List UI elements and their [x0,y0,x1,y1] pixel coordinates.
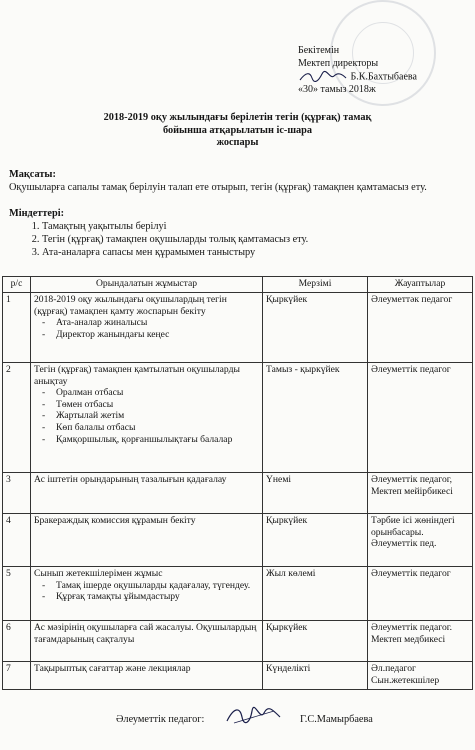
header-work: Орындалатын жұмыстар [31,277,263,293]
approval-heading: Бекітемін [298,45,340,56]
header-responsible: Жауаптылар [368,277,473,293]
plan-table [2,276,473,690]
row-work: Ас іштетін орындарының тазалығын қадағалау [31,473,263,514]
tasks-heading: Міндеттері: [9,208,64,219]
row-number: 1 [3,293,31,363]
row-responsible: Әлеуметтік педагог, Мектеп мейірбикесі [368,473,473,514]
table-row [3,293,473,363]
sublist-item: - Оралман отбасы [56,387,259,399]
row-term: Тамыз - қыркүйек [263,363,368,473]
task-item: 1. Тамақтың уақытылы берілуі [42,221,462,234]
pedagog-signature [224,703,284,729]
task-item: 3. Ата-аналарға сапасы мен құрамымен таныстыру [42,247,462,260]
row-work: Бракераждық комиссия құрамын бекіту [31,514,263,567]
sublist-item: - Құрғақ тамақты ұйымдастыру [56,591,259,603]
row-responsible: Тәрбие ісі жөніндегі орынбасары. Әлеуметтік пед. [368,514,473,567]
approval-position: Мектеп директоры [298,57,379,69]
row-work [31,293,263,363]
footer-name: Г.С.Мамырбаева [300,714,373,725]
row-responsible: Әл.педагог Сын.жетекшілер [368,662,473,690]
row-number: 7 [3,662,31,690]
row-term: Қыркүйек [263,514,368,567]
header-number: р/с [3,277,31,293]
table-row [3,363,473,473]
sublist-item: - Жартылай жетім [56,410,259,422]
sublist-item: - Директор жанындағы кеңес [56,329,259,341]
row-responsible: Әлеуметтәк педагог [368,293,473,363]
row-term: Үнемі [263,473,368,514]
approval-signature-name: Б.К.Бахтыбаева [350,71,417,83]
goal-heading: Мақсаты: [9,169,56,180]
goal-section [9,169,464,194]
row-number: 5 [3,567,31,621]
row-work-text: 2018-2019 оқу жылындағы оқушылардың тегін (құрғақ) тамақпен қамту жоспарын бекіту [34,294,227,317]
row-term: Жыл көлемі [263,567,368,621]
approval-block [298,45,417,97]
row-responsible: Әлеуметтік педагог [368,567,473,621]
table-row [3,473,473,514]
row-term: Қыркүйек [263,621,368,662]
tasks-list [12,221,462,259]
row-number: 3 [3,473,31,514]
row-responsible: Әлеуметтік педагог. Мектеп медбикесі [368,621,473,662]
task-item: 2. Тегін (құрғақ) тамақпен оқушыларды толық қамтамасыз ету. [42,234,462,247]
tasks-heading-wrap [9,208,64,221]
row-number: 2 [3,363,31,473]
sublist-item: - Қамқоршылық, қорғаншылықтағы балалар [56,434,259,446]
row-number: 4 [3,514,31,567]
sublist-item: - Көп балалы отбасы [56,422,259,434]
table-header-row [3,277,473,293]
row-work-text: Сынып жетекшілерімен жұмыс [34,568,163,579]
table-row [3,621,473,662]
title-line-3: жоспары [216,137,259,148]
row-sublist [34,580,259,603]
row-work: Тақырыптық сағаттар және лекциялар [31,662,263,690]
table-row [3,567,473,621]
row-work [31,567,263,621]
document-title [0,112,475,150]
row-sublist [34,387,259,445]
row-responsible: Әлеуметтік педагог [368,363,473,473]
sublist-item: - Төмен отбасы [56,399,259,411]
sublist-item: - Ата-аналар жиналысы [56,317,259,329]
row-work-text: Тегін (құрғақ) тамақпен қамтылатын оқушыларды анықтау [34,364,240,387]
sublist-item: - Тамақ ішерде оқушыларды қадағалау, түгендеу. [56,580,259,592]
row-term: Қыркүйек [263,293,368,363]
header-term: Мерзімі [263,277,368,293]
footer-role: Әлеуметтік педагог: [116,714,205,725]
table-row [3,662,473,690]
row-term: Күнделікті [263,662,368,690]
row-sublist [34,317,259,340]
title-line-1: 2018-2019 оқу жылындағы берілетін тегін (құрғақ) тамақ [103,112,372,123]
row-number: 6 [3,621,31,662]
director-signature [298,70,348,84]
title-line-2: бойынша атқарылатын іс-шара [162,124,313,136]
row-work: Ас мәзірінің оқушыларға сай жасалуы. Оқушылардың тағамдарының сақталуы [31,621,263,662]
goal-text: Оқушыларға сапалы тамақ берілуін талап ете отырып, тегін (құрғақ) тамақпен қамтамасыз ету. [9,181,427,193]
row-work [31,363,263,473]
table-row [3,514,473,567]
approval-signature-line [298,70,417,84]
approval-date: «30» тамыз 2018ж [298,84,376,95]
